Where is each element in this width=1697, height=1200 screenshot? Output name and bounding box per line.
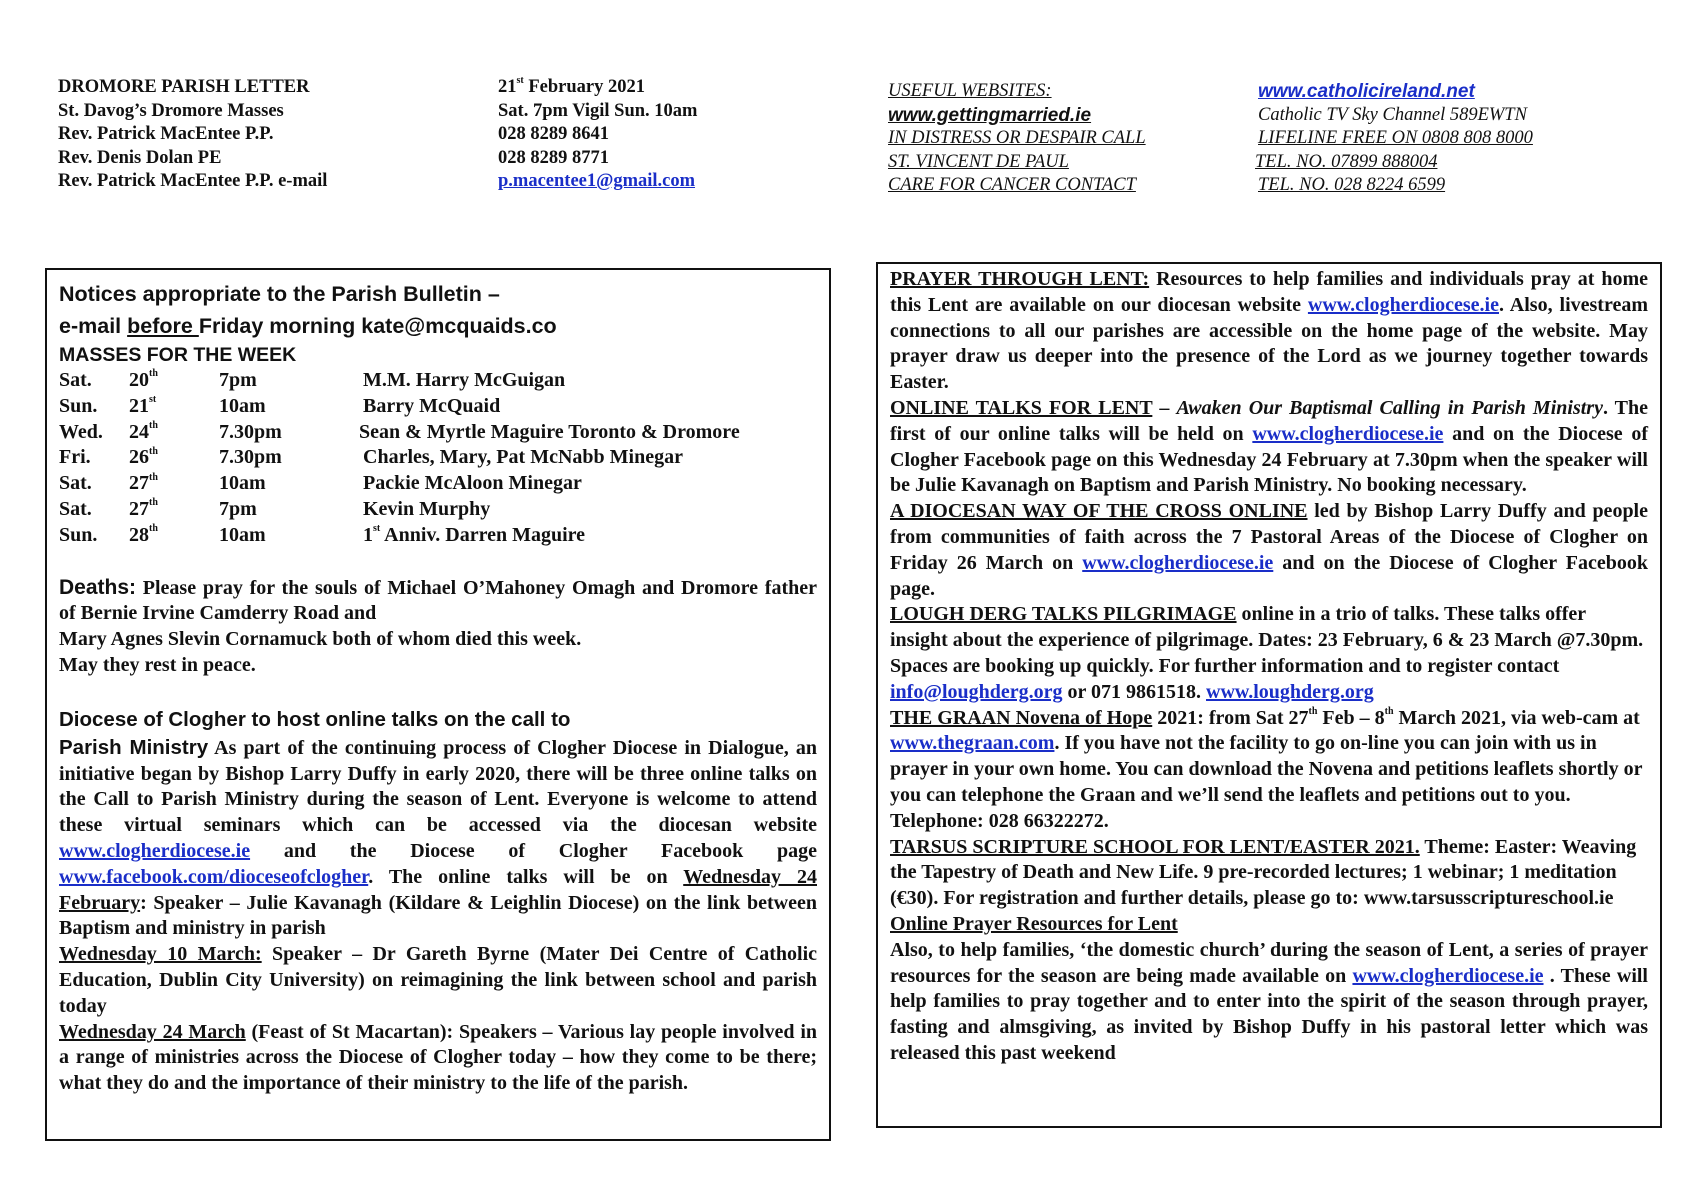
mass-row: Fri. 26th 7.30pm Charles, Mary, Pat McNabb Minegar [59, 445, 683, 469]
talk-2: Wednesday 10 March: Speaker – Dr Gareth Byrne (Mater Dei Centre of Catholic Education, Dublin City University) on reimagining the link between school and parish today [59, 943, 818, 1017]
clogher-talks-title-2: Parish Ministry [59, 735, 209, 759]
useful-websites-label: USEFUL WEBSITES: [888, 81, 1052, 101]
bulletin-date: 21st February 2021 [498, 74, 645, 97]
deaths-line-2: Mary Agnes Slevin Cornamuck both of whom died this week. [59, 628, 582, 651]
pp-name: Rev. Patrick MacEntee P.P. [58, 124, 274, 144]
spacer [59, 549, 817, 575]
header-row-pe [58, 147, 758, 171]
prayer-through-lent: PRAYER THROUGH LENT: Resources to help families and individuals pray at home this Lent are available on our diocesan website www.clogherdiocese.ie. Also, livestream connections to all our parishes are accessible on the home page of the website. May prayer draw us deeper into the presence of the Lord as we journey together towards Easter. [890, 268, 1648, 394]
pe-name: Rev. Denis Dolan PE [58, 147, 222, 168]
tarsus-title: TARSUS SCRIPTURE SCHOOL FOR LENT/EASTER 2021. [890, 835, 1420, 858]
notices-email-line: e-mail before Friday morning kate@mcquaids.co [59, 314, 557, 338]
masses-title: MASSES FOR THE WEEK [59, 344, 297, 366]
catholicireland-link[interactable]: www.catholicireland.net [1258, 81, 1475, 102]
masses-table [59, 368, 817, 549]
mass-row: Sat. 20th 7pm M.M. Harry McGuigan [59, 368, 566, 391]
mass-times: Sat. 7pm Vigil Sun. 10am [498, 100, 698, 121]
distress-label: IN DISTRESS OR DESPAIR CALL [888, 128, 1146, 148]
talks-title: ONLINE TALKS FOR LENT [890, 396, 1153, 419]
graan-title: THE GRAAN Novena of Hope [890, 706, 1153, 729]
pp-email-label: Rev. Patrick MacEntee P.P. e-mail [58, 171, 328, 191]
header-row-email [58, 170, 758, 194]
mass-row: Wed. 24th 7.30pm Sean & Myrtle Maguire Toronto & Dromore [59, 419, 740, 443]
parish-letter-title: DROMORE PARISH LETTER [58, 77, 310, 97]
useful-row-4 [888, 151, 1608, 175]
talk-2-date: Wednesday 10 March: [59, 943, 262, 966]
online-diocese-link[interactable]: www.clogherdiocese.ie [1352, 964, 1544, 987]
useful-row-3 [888, 127, 1608, 151]
prayer-diocese-link[interactable]: www.clogherdiocese.ie [1307, 293, 1499, 316]
catholic-tv: Catholic TV Sky Channel 589EWTN [1258, 104, 1527, 125]
deaths-label: Deaths: [59, 575, 137, 599]
deaths-notice: Deaths: Please pray for the souls of Michael O’Mahoney Omagh and Dromore father of Bernie Irvine Camderry Road and [59, 575, 817, 625]
lough-derg: LOUGH DERG TALKS PILGRIMAGE online in a trio of talks. These talks offer insight about the experience of pilgrimage. Dates: 23 February, 6 & 23 March @7.30pm. Spaces are booking up quickly. For further information and to register contact info@loughderg.org or 071 9861518. www.loughderg.org [890, 603, 1644, 703]
distress-value: LIFELINE FREE ON 0808 808 8000 [1258, 128, 1533, 148]
facebook-clogher-link[interactable]: www.facebook.com/dioceseofclogher [59, 865, 369, 888]
talk-3-date: Wednesday 24 March [59, 1020, 246, 1043]
cross-diocese-link[interactable]: www.clogherdiocese.ie [1082, 551, 1274, 574]
mass-row: Sat. 27th 10am Packie McAloon Minegar [59, 471, 582, 495]
online-prayer-resources: Also, to help families, ‘the domestic church’ during the season of Lent, a series of prayer resources for the season are being made available on www.clogherdiocese.ie . These will help families to pray together and to enter into the spirit of the season through prayer, fasting and almsgiving, as invited by Bishop Duffy in his pastoral letter which was released this past weekend [890, 938, 1648, 1064]
clogher-talks-body: Parish Ministry As part of the continuing process of Clogher Diocese in Dialogue, an initiative began by Bishop Larry Duffy in early 2020, there will be three online talks on the Call to Parish Ministry during the season of Lent. Everyone is welcome to attend these virtual seminars which can be accessed via the diocesan website www.clogherdiocese.ie and the Diocese of Clogher Facebook page www.facebook.com/dioceseofclogher. The online talks will be on Wednesday 24 February: Speaker – Julie Kavanagh (Kildare & Leighlin Diocese) on the link between Baptism and ministry in parish [59, 735, 817, 940]
pe-phone: 028 8289 8771 [498, 147, 609, 168]
cancer-label: CARE FOR CANCER CONTACT [888, 175, 1136, 195]
clogher-diocese-link[interactable]: www.clogherdiocese.ie [59, 839, 251, 862]
useful-websites [888, 80, 1608, 198]
way-of-the-cross: A DIOCESAN WAY OF THE CROSS ONLINE led by Bishop Larry Duffy and people from communities of faith across the 7 Pastoral Areas of the Diocese of Clogher on Friday 26 March on www.clogherdiocese.ie and on the Diocese of Clogher Facebook page. [890, 500, 1648, 600]
header-row-masses [58, 100, 758, 124]
talk-3: Wednesday 24 March (Feast of St Macartan): Speakers – Various lay people involved in a range of ministries across the Diocese of Clogher today – how they come to be there; what they do and the importance of their ministry to the life of the parish. [59, 1020, 817, 1095]
pp-email-link[interactable]: p.macentee1@gmail.com [498, 171, 696, 191]
cancer-value: TEL. NO. 028 8224 6599 [1258, 175, 1446, 195]
prayer-title: PRAYER THROUGH LENT: [890, 268, 1150, 290]
graan-novena: THE GRAAN Novena of Hope 2021: from Sat 27th Feb – 8th March 2021, via web-cam at www.thegraan.com. If you have not the facility to go on-line you can join with us in prayer in your own home. You can download the Novena and petitions leaflets shortly or you can telephone the Graan and we’ll send the leaflets and petitions out to you. Telephone: 028 66322272. [890, 705, 1643, 832]
talks-diocese-link[interactable]: www.clogherdiocese.ie [1252, 422, 1444, 445]
right-notices-box [876, 262, 1662, 1128]
online-talks-for-lent: ONLINE TALKS FOR LENT – Awaken Our Baptismal Calling in Parish Ministry. The first of our online talks will be held on www.clogherdiocese.ie and on the Diocese of Clogher Facebook page on this Wednesday 24 February at 7.30pm when the speaker will be Julie Kavanagh on Baptism and Parish Ministry. No booking necessary. [890, 396, 1648, 497]
useful-row-2 [888, 104, 1608, 128]
online-prayer-title: Online Prayer Resources for Lent [890, 912, 1178, 935]
parish-header [58, 76, 758, 194]
header-row-title [58, 76, 758, 100]
masses-label: St. Davog’s Dromore Masses [58, 100, 284, 121]
svdp-value: TEL. NO. 07899 888004 [1255, 151, 1438, 172]
lough-website-link[interactable]: www.loughderg.org [1206, 680, 1374, 703]
mass-row: Sun. 21st 10am Barry McQuaid [59, 394, 501, 417]
left-notices-box [45, 268, 831, 1141]
deaths-line-3: May they rest in peace. [59, 653, 256, 676]
clogher-talks-title: Diocese of Clogher to host online talks on the call to [59, 707, 571, 731]
pp-phone: 028 8289 8641 [498, 124, 609, 144]
tarsus-school: TARSUS SCRIPTURE SCHOOL FOR LENT/EASTER 2021. Theme: Easter: Weaving the Tapestry of Death and New Life. 9 pre-recorded lectures; 1 webinar; 1 meditation (€30). For registration and further details, please go to: www.tarsusscriptureschool.ie [890, 835, 1637, 910]
notices-heading: Notices appropriate to the Parish Bulletin – [59, 282, 500, 306]
cross-title: A DIOCESAN WAY OF THE CROSS ONLINE [890, 500, 1308, 523]
gettingmarried-link[interactable]: www.gettingmarried.ie [888, 104, 1092, 126]
useful-row-1 [888, 80, 1608, 104]
spacer [59, 679, 817, 705]
talk-1-date: Wednesday 24 February [59, 865, 817, 914]
lough-title: LOUGH DERG TALKS PILGRIMAGE [890, 603, 1237, 626]
mass-row: Sun. 28th 10am 1st Anniv. Darren Maguire [59, 523, 586, 546]
mass-row: Sat. 27th 7pm Kevin Murphy [59, 497, 491, 520]
graan-link[interactable]: www.thegraan.com [890, 732, 1055, 755]
svdp-label: ST. VINCENT DE PAUL [888, 151, 1069, 172]
useful-row-5 [888, 174, 1608, 198]
lough-email-link[interactable]: info@loughderg.org [890, 680, 1063, 703]
header-row-pp [58, 123, 758, 147]
